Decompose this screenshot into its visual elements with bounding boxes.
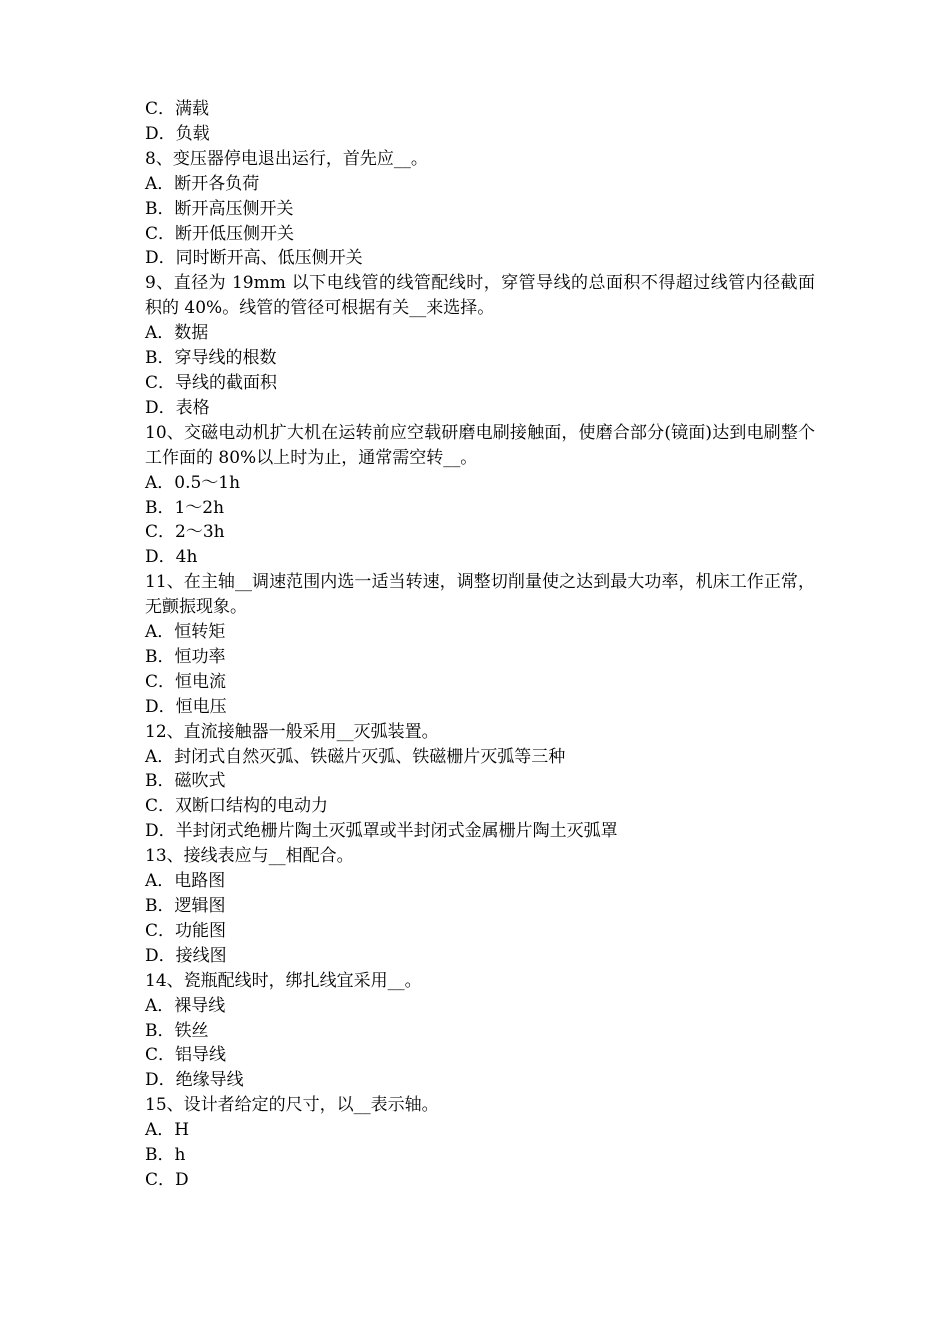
answer-option: A．电路图 [145, 871, 226, 892]
answer-option: B．1～2h [145, 497, 225, 518]
answer-option: A．断开各负荷 [145, 173, 260, 194]
question-text: 9、直径为 19mm 以下电线管的线管配线时，穿管导线的总面积不得超过线管内径截面积的 40%。线管的管径可根据有关__来选择。 [145, 273, 815, 319]
answer-option: A．封闭式自然灭弧、铁磁片灭弧、铁磁栅片灭弧等三种 [145, 746, 566, 767]
answer-option: B．h [145, 1145, 186, 1166]
answer-option: C．满载 [145, 99, 210, 119]
answer-option: C．断开低压侧开关 [145, 223, 295, 244]
answer-option: D．表格 [145, 397, 210, 418]
answer-option: D．负载 [145, 123, 210, 144]
answer-option: D．半封闭式绝栅片陶土灭弧罩或半封闭式金属栅片陶土灭弧罩 [145, 821, 618, 842]
answer-option: D．接线图 [145, 945, 227, 966]
answer-option: A．0.5～1h [145, 472, 241, 493]
answer-option: C．恒电流 [145, 671, 227, 692]
answer-option: B．铁丝 [145, 1020, 209, 1041]
answer-option: B．逻辑图 [145, 896, 226, 916]
answer-option: B．恒功率 [145, 646, 226, 667]
question-text: 10、交磁电动机扩大机在运转前应空载研磨电刷接触面，使磨合部分(镜面)达到电刷整个工作面的 80%以上时为止，通常需空转__。 [145, 422, 815, 468]
question-text: 13、接线表应与__相配合。 [145, 846, 354, 867]
question-text: 8、变压器停电退出运行，首先应__。 [145, 148, 428, 169]
answer-option: C．功能图 [145, 920, 227, 941]
answer-option: A．数据 [145, 323, 209, 344]
answer-option: B．磁吹式 [145, 771, 226, 792]
answer-option: C．D [145, 1169, 189, 1190]
question-text: 14、瓷瓶配线时，绑扎线宜采用__。 [145, 970, 422, 991]
answer-option: C．2～3h [145, 522, 225, 543]
answer-option: D．绝缘导线 [145, 1070, 244, 1091]
answer-option: D．4h [145, 547, 198, 568]
answer-option: A．恒转矩 [145, 622, 226, 643]
document-body [145, 97, 815, 1193]
answer-option: B．穿导线的根数 [145, 348, 277, 369]
answer-option: C．双断口结构的电动力 [145, 796, 329, 817]
answer-option: C．导线的截面积 [145, 372, 278, 393]
question-text: 12、直流接触器一般采用__灭弧装置。 [145, 721, 439, 742]
answer-option: D．同时断开高、低压侧开关 [145, 248, 363, 269]
question-text: 15、设计者给定的尺寸，以__表示轴。 [145, 1095, 439, 1116]
question-text: 11、在主轴__调速范围内选一适当转速，调整切削量使之达到最大功率，机床工作正常，无颤振现象。 [145, 572, 815, 618]
answer-option: C．铝导线 [145, 1045, 227, 1066]
answer-option: D．恒电压 [145, 696, 227, 717]
answer-option: B．断开高压侧开关 [145, 198, 294, 219]
answer-option: A．裸导线 [145, 995, 226, 1016]
answer-option: A．H [145, 1120, 190, 1141]
